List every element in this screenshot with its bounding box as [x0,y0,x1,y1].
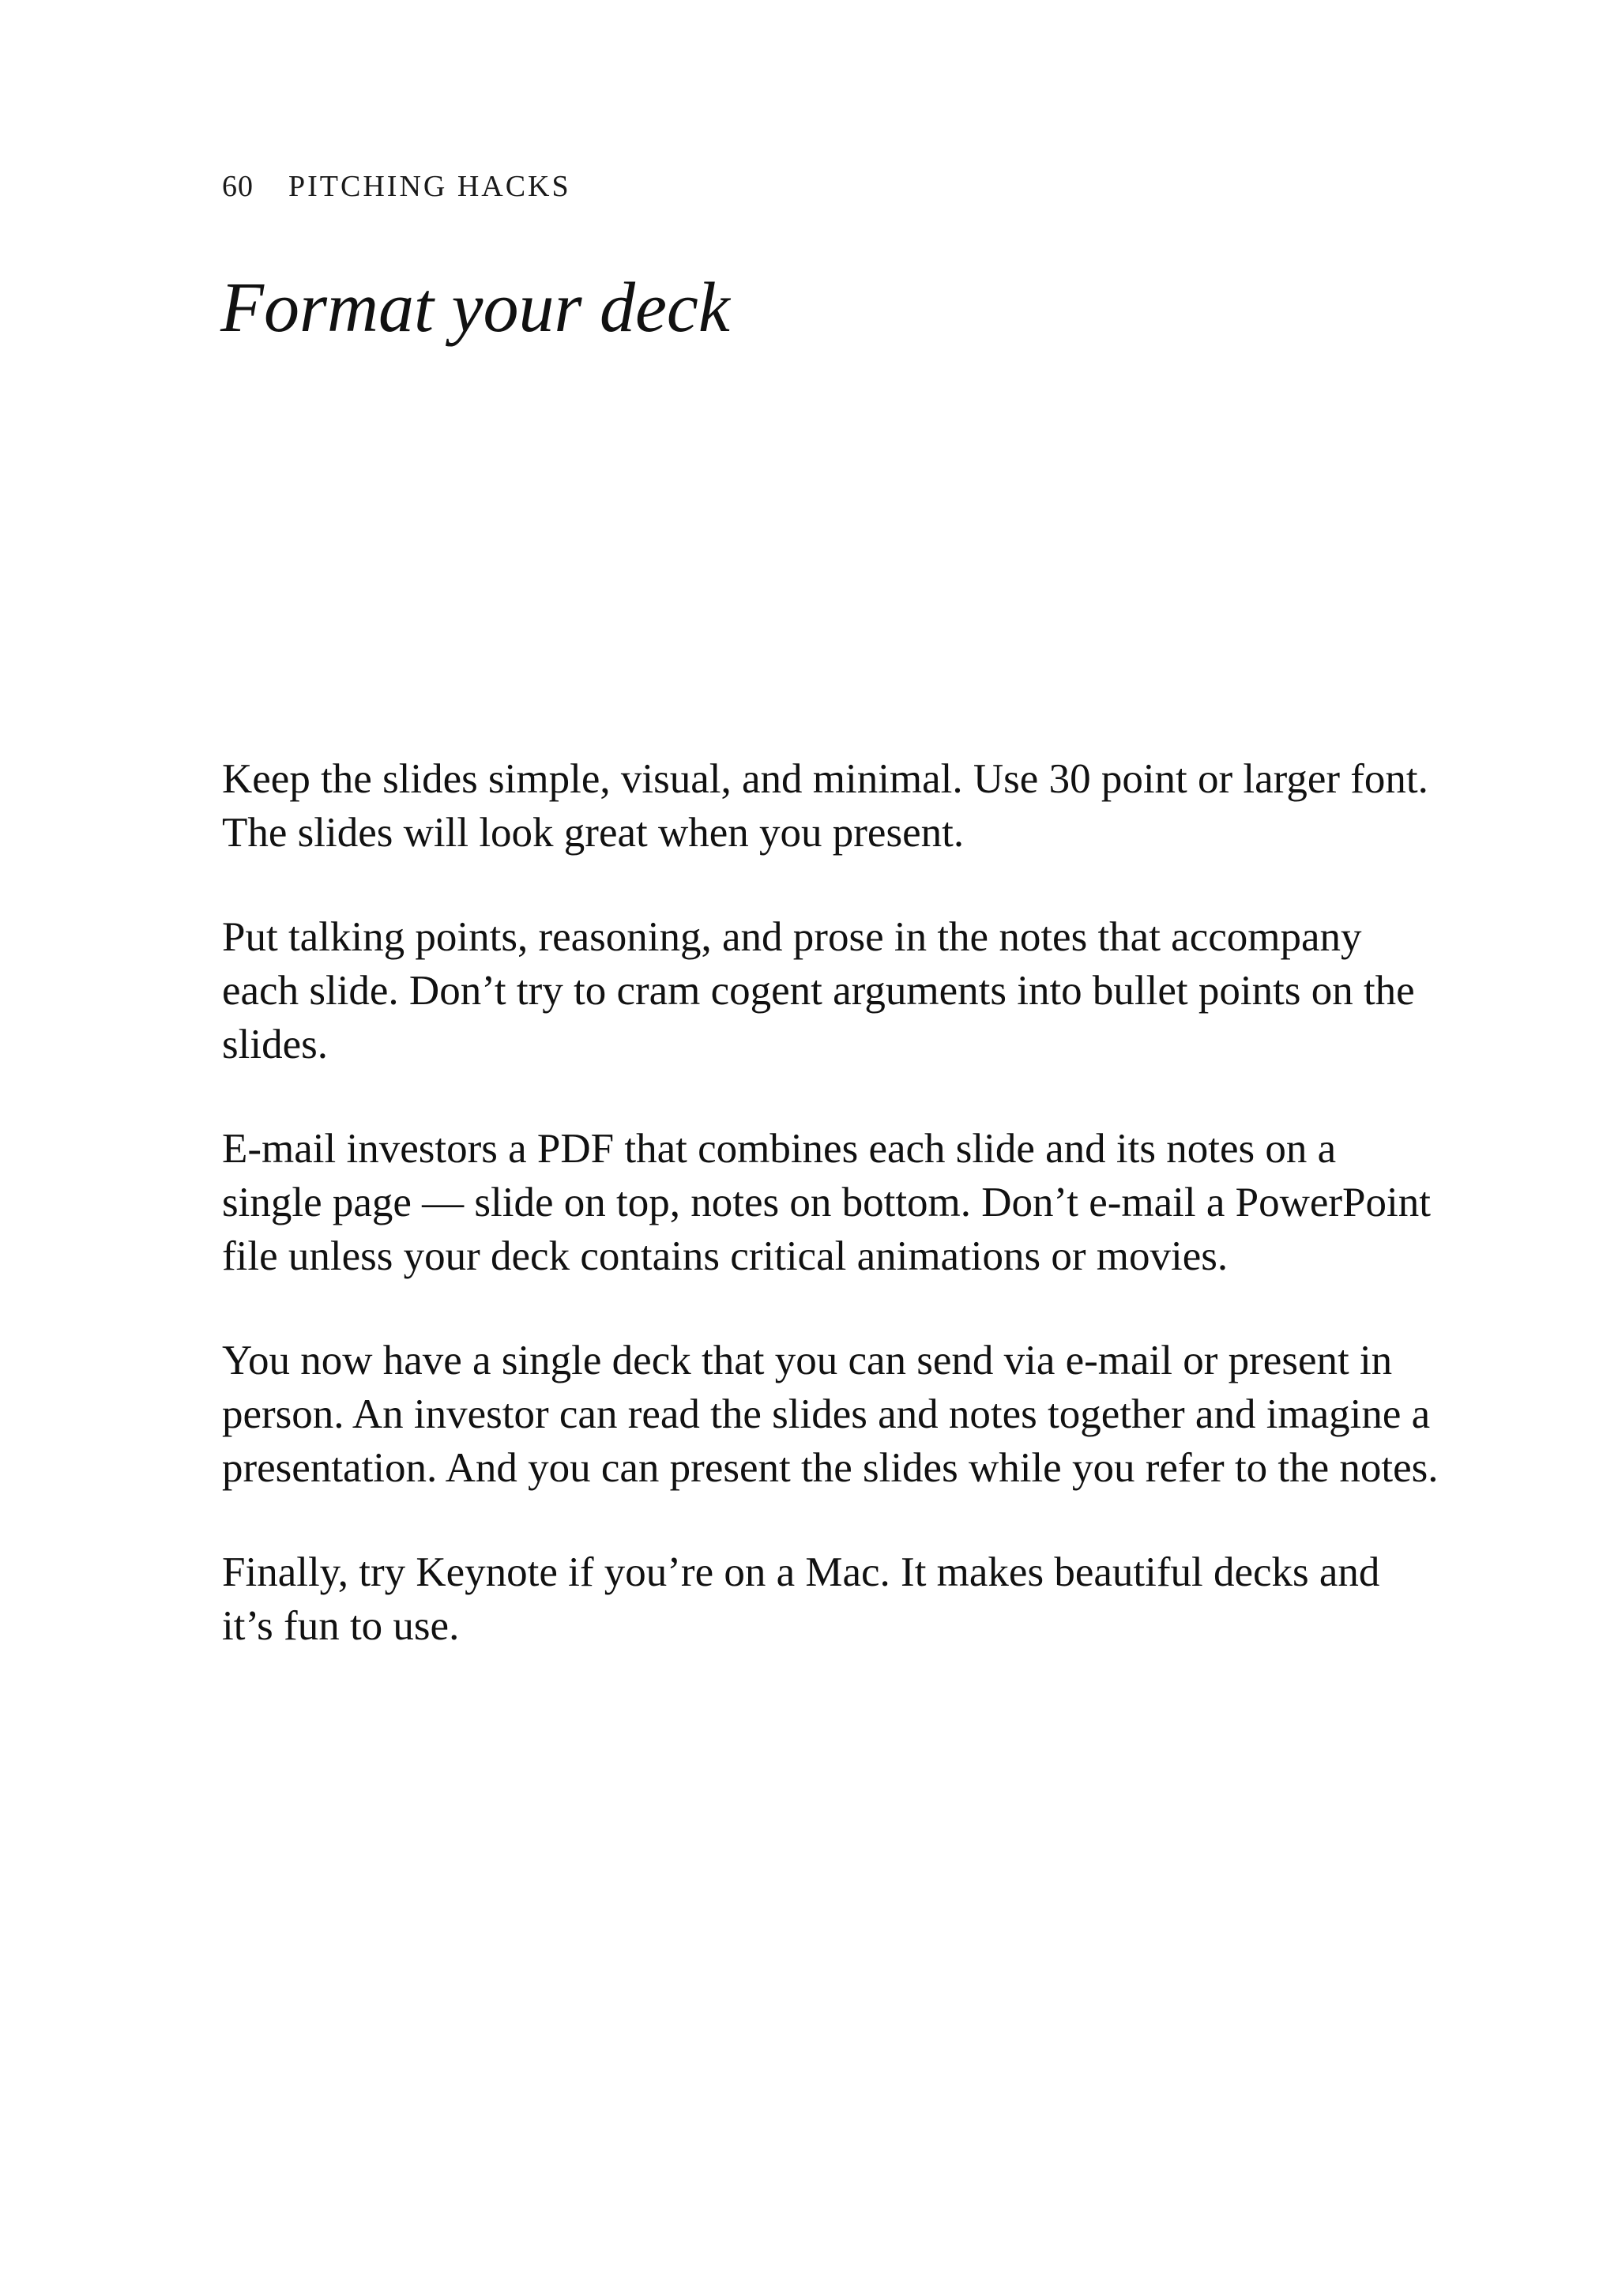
paragraph-single-deck: You now have a single deck that you can send via e-mail or present in person. An investor can read the slides and notes together and imagine a presentation. And you can present the slides while you refer to the notes. [222,1338,1439,1491]
paragraph-talking-points: Put talking points, reasoning, and prose in the notes that accompany each slide. Don’t try to cram cogent arguments into bullet points on the slides. [222,914,1415,1067]
paragraph-email-pdf: E-mail investors a PDF that combines each slide and its notes on a single page — slide on top, notes on bottom. Don’t e-mail a PowerPoint file unless your deck contains critical animations or movies. [222,1126,1431,1279]
running-header [222,169,571,204]
paragraph-keynote: Finally, try Keynote if you’re on a Mac. It makes beautiful decks and it’s fun to use. [222,1549,1380,1649]
paragraph-slides-simple: Keep the slides simple, visual, and minimal. Use 30 point or larger font. The slides will look great when you present. [222,756,1428,856]
running-title: PITCHING HACKS [288,170,571,203]
body-text [222,752,1439,1653]
page-number: 60 [222,170,254,203]
section-title: Format your deck [220,269,730,347]
